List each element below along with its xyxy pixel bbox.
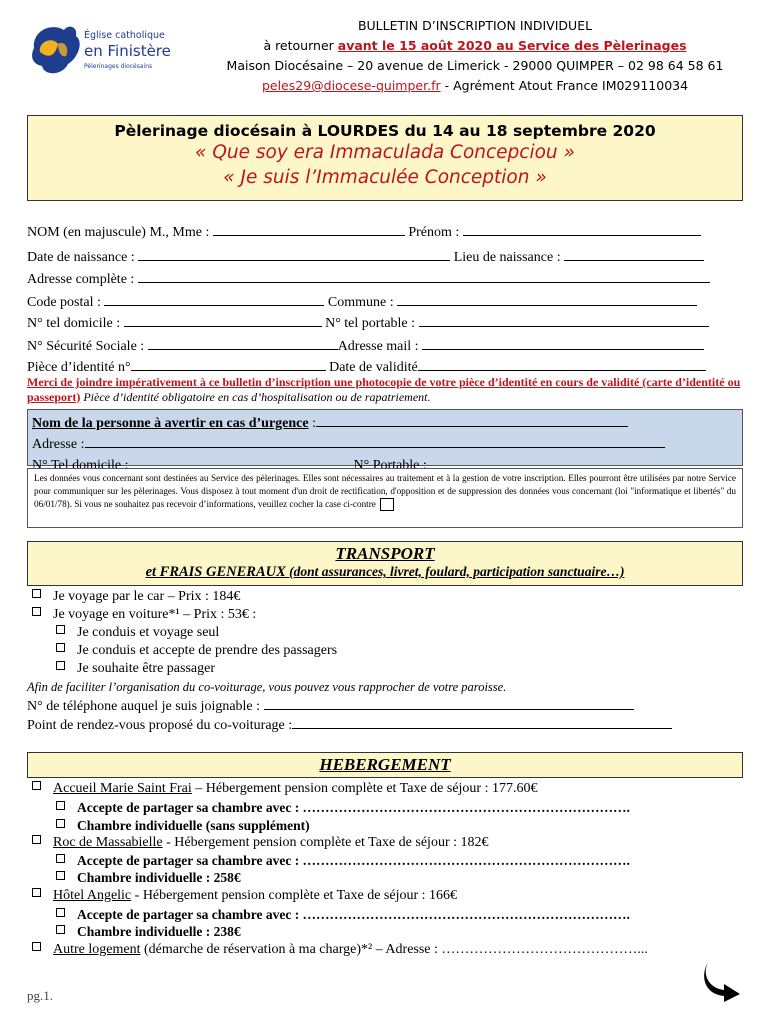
field-urgence-adresse[interactable] <box>85 433 665 448</box>
hotel-3-single-label: Chambre individuelle : 238€ <box>77 924 241 939</box>
row-postal <box>27 291 743 313</box>
svg-text:Pèlerinages diocésains: Pèlerinages diocésains <box>84 63 153 70</box>
hotel-1-single-label: Chambre individuelle (sans supplément) <box>77 818 310 833</box>
option-passager[interactable] <box>56 660 215 678</box>
checkbox-icon[interactable] <box>32 835 41 844</box>
diocese-address: Maison Diocésaine – 20 avenue de Limerick - 29000 QUIMPER – 02 98 64 58 61 <box>226 58 724 73</box>
row-address <box>27 268 743 290</box>
row-secu <box>27 335 743 357</box>
id-warning <box>27 375 743 404</box>
row-phones <box>27 312 743 334</box>
checkbox-icon[interactable] <box>56 908 65 917</box>
option-conduis-passagers-label: Je conduis et accepte de prendre des passagers <box>77 643 338 658</box>
label-date-naissance: Date de naissance : <box>27 250 139 265</box>
diocese-logo <box>28 18 171 80</box>
field-validite[interactable] <box>418 356 706 371</box>
svg-text:en Finistère: en Finistère <box>84 42 171 60</box>
checkbox-icon[interactable] <box>56 661 65 670</box>
hotel-1-share[interactable] <box>56 799 630 817</box>
turn-page-arrow-icon <box>700 958 744 1002</box>
hebergement-title: HEBERGEMENT <box>319 755 451 774</box>
label-covoit-tel: N° de téléphone auquel je suis joignable : <box>27 699 264 714</box>
label-nom: NOM (en majuscule) M., Mme : <box>27 225 213 240</box>
row-birth <box>27 246 743 268</box>
label-urgence-sep: : <box>308 416 316 431</box>
label-validite: Date de validité <box>325 360 418 375</box>
field-nom[interactable] <box>213 221 405 236</box>
label-lieu-naissance: Lieu de naissance : <box>450 250 565 265</box>
label-commune: Commune : <box>324 295 398 310</box>
contact-line <box>190 78 760 94</box>
hebergement-section-header <box>27 752 743 778</box>
hotel-3-share[interactable] <box>56 906 630 924</box>
pilgrimage-title-box <box>27 115 743 201</box>
field-prenom[interactable] <box>463 221 701 236</box>
row-covoit-rdv <box>27 714 743 736</box>
hotel-2-single-label: Chambre individuelle : 258€ <box>77 870 241 885</box>
hotel-3-name: Hôtel Angelic <box>53 888 132 903</box>
checkbox-icon[interactable] <box>56 819 65 828</box>
hotel-3-desc: - Hébergement pension complète et Taxe de séjour : 166€ <box>131 888 458 903</box>
field-email[interactable] <box>422 335 704 350</box>
transport-title: TRANSPORT <box>335 544 435 563</box>
hotel-2-share-label: Accepte de partager sa chambre avec : ………………………………………………………………. <box>77 853 630 868</box>
option-conduis-seul[interactable] <box>56 624 219 642</box>
label-urgence-adresse: Adresse : <box>32 437 85 452</box>
field-lieu-naissance[interactable] <box>564 246 704 261</box>
option-conduis-passagers[interactable] <box>56 642 337 660</box>
privacy-notice <box>27 468 743 528</box>
id-warning-italic: Pièce d’identité obligatoire en cas d’hospitalisation ou de rapatriement. <box>80 389 431 404</box>
label-piece-identite: Pièce d’identité n° <box>27 360 131 375</box>
field-covoit-tel[interactable] <box>264 695 634 710</box>
motto-occitan: « Que soy era Immaculada Concepciou » <box>195 142 575 163</box>
option-car-label: Je voyage par le car – Prix : 184€ <box>53 589 241 604</box>
label-urgence-portable: N° Portable : <box>353 458 427 473</box>
autre-logement-name: Autre logement <box>53 942 141 957</box>
hotel-1-name: Accueil Marie Saint Frai <box>53 781 192 796</box>
agrement: - Agrément Atout France IM029110034 <box>440 78 689 93</box>
page-number: pg.1. <box>27 988 53 1003</box>
checkbox-icon[interactable] <box>32 942 41 951</box>
return-prefix: à retourner <box>263 38 334 53</box>
hotel-3-share-label: Accepte de partager sa chambre avec : ………………………………………………………………. <box>77 907 630 922</box>
option-conduis-seul-label: Je conduis et voyage seul <box>77 625 220 640</box>
field-urgence-tel[interactable] <box>129 454 354 469</box>
label-tel-portable: N° tel portable : <box>321 316 419 331</box>
emergency-contact-box <box>27 409 743 473</box>
hotel-3-single[interactable] <box>56 923 241 941</box>
checkbox-icon[interactable] <box>56 625 65 634</box>
row-urgence-name <box>32 412 736 433</box>
opt-out-checkbox[interactable] <box>380 498 394 511</box>
transport-subtitle: et FRAIS GENERAUX <box>145 564 286 580</box>
hotel-marie-saint-frai[interactable] <box>32 780 537 798</box>
checkbox-icon[interactable] <box>56 801 65 810</box>
covoiturage-note: Afin de faciliter l’organisation du co-voiturage, vous pouvez vous rapprocher de votre paroisse. <box>27 680 507 694</box>
hotel-2-name: Roc de Massabielle <box>53 835 163 850</box>
field-tel-domicile[interactable] <box>124 312 322 327</box>
label-email: Adresse mail : <box>337 339 423 354</box>
field-code-postal[interactable] <box>104 291 324 306</box>
transport-section-header <box>27 541 743 586</box>
form-title: BULLETIN D’INSCRIPTION INDIVIDUEL <box>357 18 593 33</box>
privacy-text: Les données vous concernant sont destinées au Service des pèlerinages. Elles sont nécessaires au traitement et à la gestion de votre inscription. Elles pourront être utilisées par notre Service pour communiquer sur les pèlerinages. Vous disposez à tout moment d'un droit de rectification, d'opposition et de suppression des données vous concernant (loi "informatique et libertés" du 06/01/78). Si vous ne souhaitez pas recevoir d’informations, veuillez cocher la case ci-contre <box>34 473 736 509</box>
hotel-2-desc: - Hébergement pension complète et Taxe de séjour : 182€ <box>162 835 489 850</box>
label-tel-domicile: N° tel domicile : <box>27 316 124 331</box>
label-code-postal: Code postal : <box>27 295 105 310</box>
label-adresse: Adresse complète : <box>27 272 138 287</box>
hotel-1-single[interactable] <box>56 817 310 835</box>
checkbox-icon[interactable] <box>56 643 65 652</box>
hotel-1-desc: – Hébergement pension complète et Taxe de séjour : 177.60€ <box>191 781 538 796</box>
hotel-roc-de-massabielle[interactable] <box>32 834 489 852</box>
checkbox-icon[interactable] <box>32 607 41 616</box>
id-warning-red: Merci de joindre impérativement à ce bulletin d’inscription une photocopie de votre pièce d’identité en cours de validité (carte d’identité ou passeport) <box>27 375 741 404</box>
field-adresse[interactable] <box>138 268 710 283</box>
option-voiture[interactable] <box>32 606 256 624</box>
option-voiture-label: Je voyage en voiture*¹ – Prix : 53€ : <box>53 607 257 622</box>
label-prenom: Prénom : <box>404 225 463 240</box>
option-passager-label: Je souhaite être passager <box>77 661 215 676</box>
label-urgence-tel: N° Tel domicile : <box>32 458 129 473</box>
field-urgence-name[interactable] <box>316 412 628 427</box>
label-urgence-name: Nom de la personne à avertir en cas d’urgence <box>32 416 309 431</box>
svg-text:Église catholique: Église catholique <box>84 30 165 41</box>
motto-french: « Je suis l’Immaculée Conception » <box>223 167 547 188</box>
hotel-2-share[interactable] <box>56 852 630 870</box>
label-covoit-rdv: Point de rendez-vous proposé du co-voiturage : <box>27 718 293 733</box>
autre-logement-desc: (démarche de réservation à ma charge)*² – Adresse : ……………………………………... <box>140 942 648 957</box>
email-link[interactable]: peles29@diocese-quimper.fr <box>261 78 441 93</box>
transport-subtitle-detail: (dont assurances, livret, foulard, participation sanctuaire…) <box>285 564 625 579</box>
field-covoit-rdv[interactable] <box>292 714 672 729</box>
field-urgence-portable[interactable] <box>427 454 652 469</box>
field-commune[interactable] <box>397 291 697 306</box>
checkbox-icon[interactable] <box>32 781 41 790</box>
hotel-angelic[interactable] <box>32 887 457 905</box>
label-secu: N° Sécurité Sociale : <box>27 339 148 354</box>
field-tel-portable[interactable] <box>419 312 709 327</box>
hotel-1-share-label: Accepte de partager sa chambre avec : ………………………………………………………………. <box>77 800 630 815</box>
checkbox-icon[interactable] <box>56 871 65 880</box>
checkbox-icon[interactable] <box>56 925 65 934</box>
checkbox-icon[interactable] <box>32 589 41 598</box>
field-date-naissance[interactable] <box>138 246 450 261</box>
pilgrimage-title: Pèlerinage diocésain à LOURDES du 14 au 18 septembre 2020 <box>114 122 656 140</box>
field-secu[interactable] <box>148 335 338 350</box>
return-instructions <box>190 38 760 54</box>
option-car[interactable] <box>32 588 240 606</box>
autre-logement[interactable] <box>32 941 648 959</box>
checkbox-icon[interactable] <box>56 854 65 863</box>
return-deadline: avant le 15 août 2020 au Service des Pèlerinages <box>337 38 687 53</box>
checkbox-icon[interactable] <box>32 888 41 897</box>
row-urgence-address <box>32 433 736 454</box>
row-name <box>27 221 743 243</box>
hotel-2-single[interactable] <box>56 869 241 887</box>
field-piece-identite[interactable] <box>131 356 326 371</box>
